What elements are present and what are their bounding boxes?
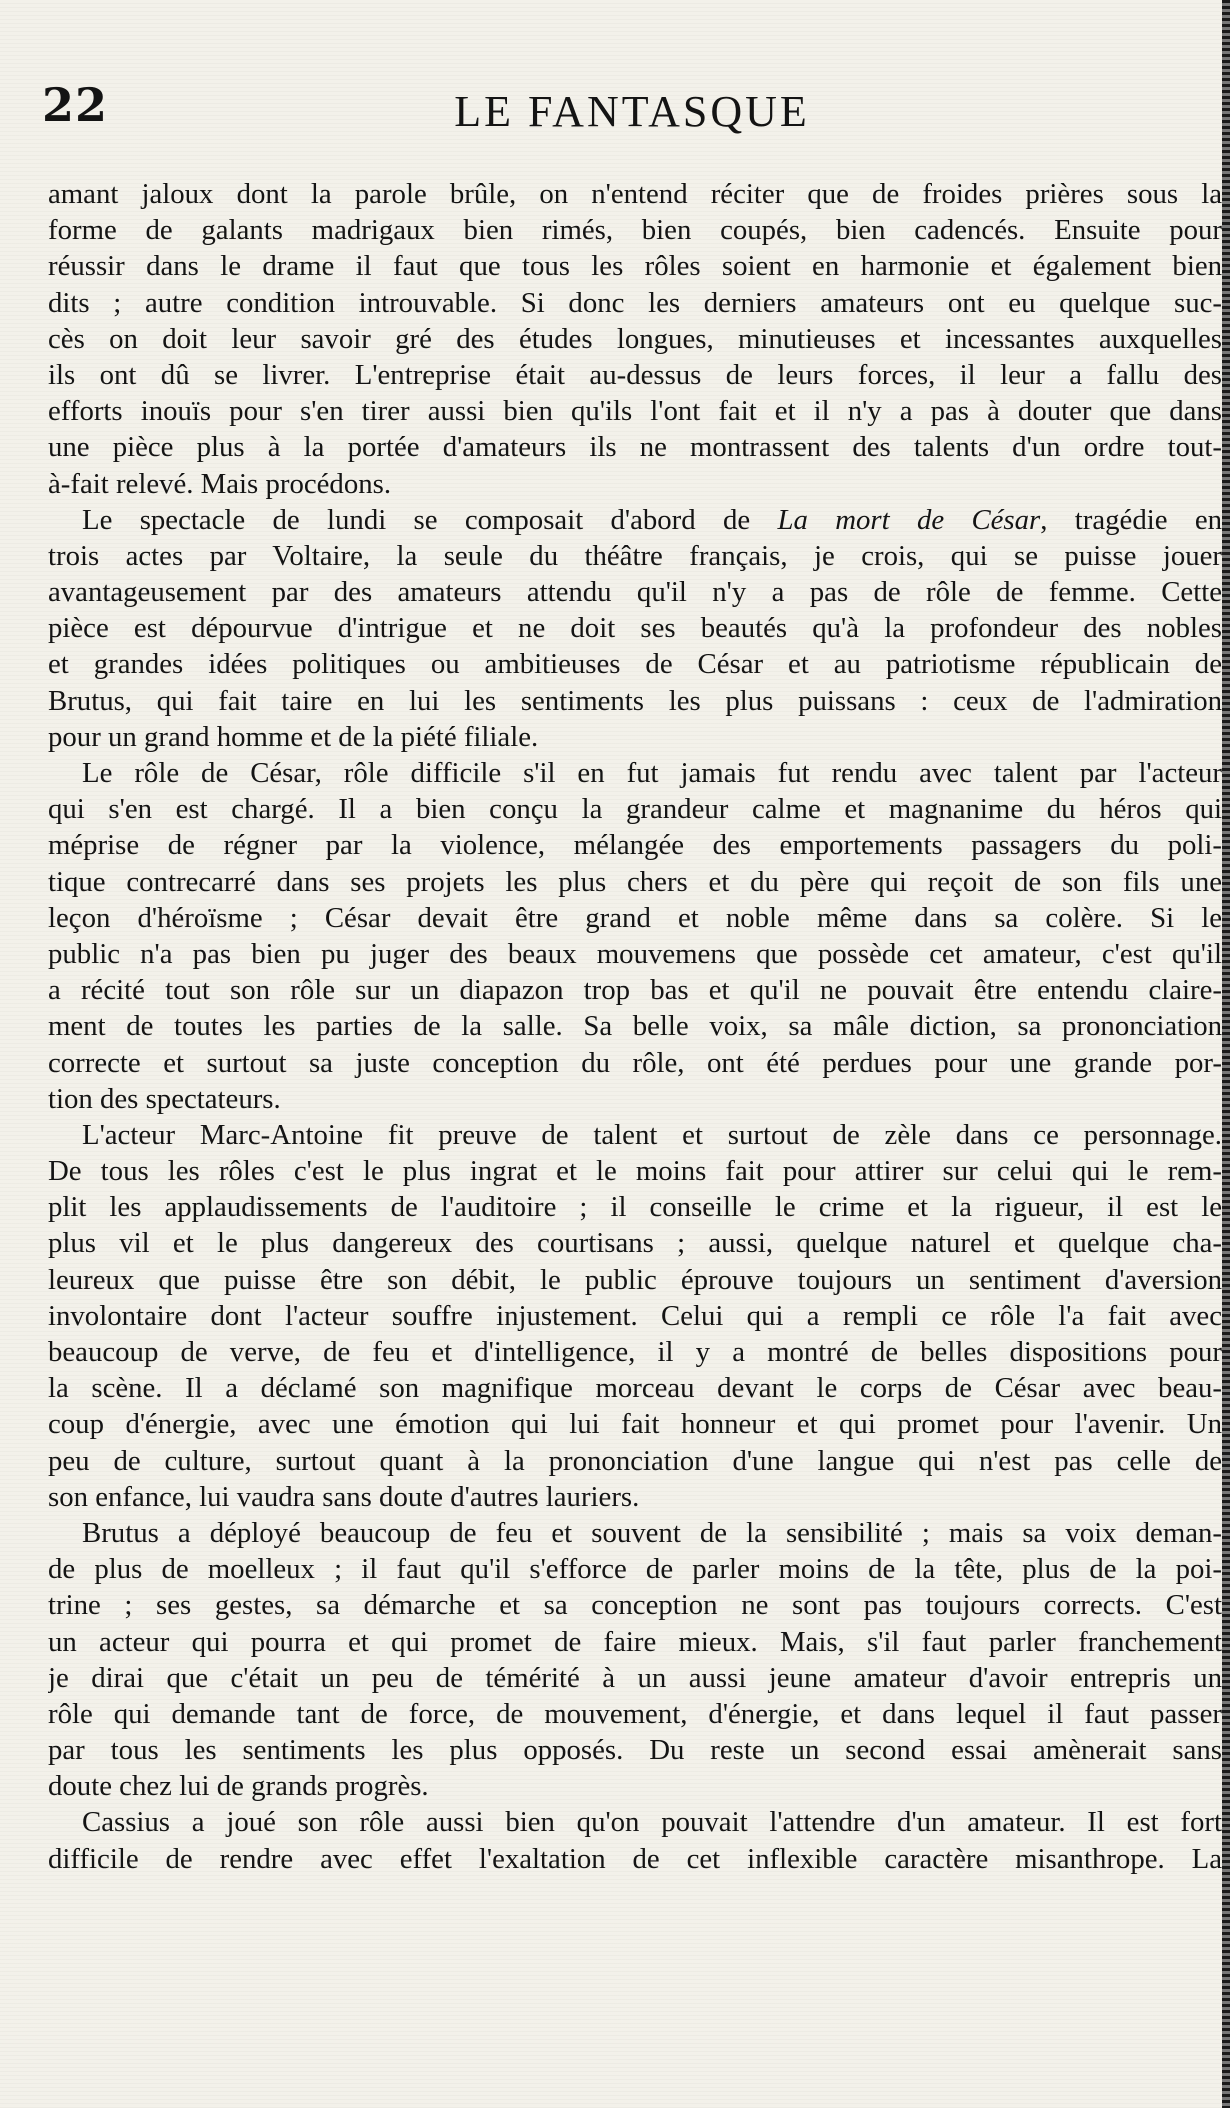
text-line: efforts inouïs pour s'en tirer aussi bien qu'ils l'ont fait et il n'y a pas à douter que dans [48,395,1222,428]
text-line: forme de galants madrigaux bien rimés, bien coupés, bien cadencés. Ensuite pour [48,214,1222,247]
text-line: involontaire dont l'acteur souffre injustement. Celui qui a rempli ce rôle l'a fait avec [48,1299,1222,1332]
text-segment: , tragédie en [1040,503,1222,536]
text-line: je dirai que c'était un peu de témérité à un aussi jeune amateur d'avoir entrepris un [48,1661,1222,1694]
text-line: a récité tout son rôle sur un diapazon trop bas et qu'il ne pouvait être entendu claire- [48,974,1222,1007]
text-line: la scène. Il a déclamé son magnifique morceau devant le corps de César avec beau- [48,1372,1222,1405]
text-line: plit les applaudissements de l'auditoire ; il conseille le crime et la rigueur, il est le [48,1191,1222,1224]
text-line: pièce est dépourvue d'intrigue et ne doit ses beautés qu'à la profondeur des nobles [48,612,1222,645]
text-line: L'acteur Marc-Antoine fit preuve de talent et surtout de zèle dans ce personnage. [82,1118,1222,1151]
text-line: leureux que puisse être son débit, le public éprouve toujours un sentiment d'aversion [48,1263,1222,1296]
text-line: réussir dans le drame il faut que tous les rôles soient en harmonie et également bien [48,250,1222,283]
text-line: cès on doit leur savoir gré des études longues, minutieuses et incessantes auxquelles [48,322,1222,355]
text-line: et grandes idées politiques ou ambitieuses de César et au patriotisme républicain de [48,648,1222,681]
play-title: La mort de César [777,503,1041,536]
text-line: méprise de régner par la violence, mélangée des emportements passagers du poli- [48,829,1222,862]
text-line: tique contrecarré dans ses projets les plus chers et du père qui reçoit de son fils une [48,865,1222,898]
text-line: ils ont dû se livrer. L'entreprise était au-dessus de leurs forces, il leur a fallu des [48,358,1222,391]
text-line: plus vil et le plus dangereux des courtisans ; aussi, quelque naturel et quelque cha- [48,1227,1222,1260]
text-line: qui s'en est chargé. Il a bien conçu la grandeur calme et magnanime du héros qui [48,793,1222,826]
text-line: De tous les rôles c'est le plus ingrat et le moins fait pour attirer sur celui qui le rem- [48,1155,1222,1188]
text-line: dits ; autre condition introuvable. Si donc les derniers amateurs ont eu quelque suc- [48,286,1222,319]
text-line: peu de culture, surtout quant à la prononciation d'une langue qui n'est pas celle de [48,1444,1222,1477]
article-body [48,176,1222,1877]
text-line: ment de toutes les parties de la salle. Sa belle voix, sa mâle diction, sa prononciation [48,1010,1222,1043]
text-line: beaucoup de verve, de feu et d'intelligence, il y a montré de belles dispositions pour [48,1336,1222,1368]
text-line: Brutus, qui fait taire en lui les sentiments les plus puissans : ceux de l'admiration [48,684,1222,717]
page-header [42,70,1222,140]
text-line: coup d'énergie, avec une émotion qui lui fait honneur et qui promet pour l'avenir. Un [48,1408,1222,1441]
text-line: correcte et surtout sa juste conception du rôle, ont été perdues pour une grande por- [48,1046,1222,1079]
text-line: une pièce plus à la portée d'amateurs ils ne montrassent des talents d'un ordre tout- [48,431,1222,464]
text-line: Brutus a déployé beaucoup de feu et souvent de la sensibilité ; mais sa voix deman- [82,1516,1222,1549]
text-segment: Le spectacle de lundi se composait d'abord de [82,503,751,536]
page-edge-shadow [1222,0,1230,2108]
text-line: amant jaloux dont la parole brûle, on n'entend réciter que de froides prières sous la [48,178,1222,210]
text-line: Cassius a joué son rôle aussi bien qu'on pouvait l'attendre d'un amateur. Il est fort [82,1806,1222,1839]
text-line: de plus de moelleux ; il faut qu'il s'efforce de parler moins de la tête, plus de la poi- [48,1553,1222,1586]
text-line: tion des spectateurs. [48,1082,281,1115]
text-line: trois actes par Voltaire, la seule du théâtre français, je crois, qui se puisse jouer [48,539,1222,572]
text-line: Le rôle de César, rôle difficile s'il en fut jamais fut rendu avec talent par l'acteur [82,757,1222,789]
text-line: trine ; ses gestes, sa démarche et sa conception ne sont pas toujours corrects. C'est [48,1589,1222,1622]
text-line: par tous les sentiments les plus opposés. Du reste un second essai amènerait sans [48,1734,1222,1767]
text-line: difficile de rendre avec effet l'exaltation de cet inflexible caractère misanthrope. La [48,1842,1222,1875]
text-line: rôle qui demande tant de force, de mouvement, d'énergie, et dans lequel il faut passer [48,1697,1222,1730]
text-line: avantageusement par des amateurs attendu qu'il n'y a pas de rôle de femme. Cette [48,576,1222,609]
text-line: un acteur qui pourra et qui promet de faire mieux. Mais, s'il faut parler franchement [48,1625,1222,1658]
text-line: leçon d'héroïsme ; César devait être grand et noble même dans sa colère. Si le [48,901,1222,934]
text-line [48,502,1222,538]
text-line: doute chez lui de grands progrès. [48,1770,429,1803]
text-line: pour un grand homme et de la piété filiale. [48,720,539,753]
page-number: 22 [42,78,109,132]
text-line: à-fait relevé. Mais procédons. [48,467,392,500]
running-title: LE FANTASQUE [454,87,810,136]
text-line: public n'a pas bien pu juger des beaux mouvemens que possède cet amateur, c'est qu'il [48,937,1222,970]
text-line: son enfance, lui vaudra sans doute d'autres lauriers. [48,1480,640,1513]
